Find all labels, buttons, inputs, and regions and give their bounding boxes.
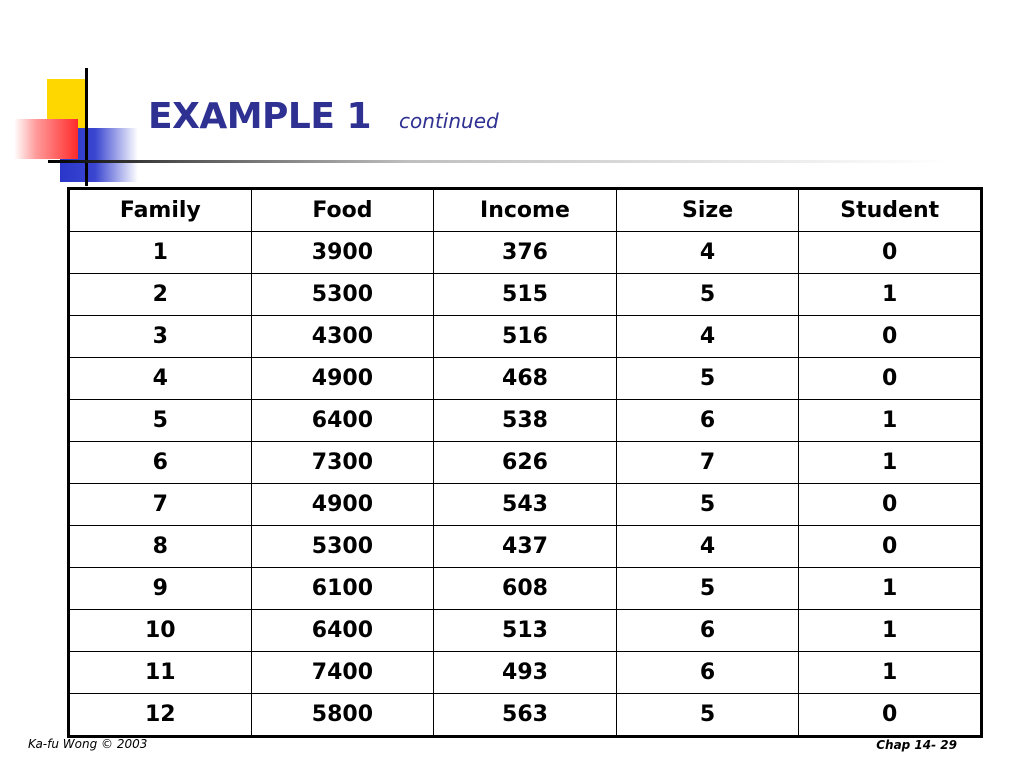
table-cell-food: 7300 — [251, 442, 434, 484]
table-cell-food: 3900 — [251, 232, 434, 274]
table-cell-income: 493 — [434, 652, 617, 694]
table-cell-size: 5 — [616, 568, 799, 610]
table-cell-food: 4300 — [251, 316, 434, 358]
table-cell-food: 6400 — [251, 610, 434, 652]
table-cell-food: 7400 — [251, 652, 434, 694]
table-cell-income: 538 — [434, 400, 617, 442]
table-cell-food: 6400 — [251, 400, 434, 442]
table-cell-student: 0 — [799, 526, 982, 568]
table-cell-student: 0 — [799, 232, 982, 274]
page-title: EXAMPLE 1 — [148, 96, 372, 137]
table-cell-food: 5300 — [251, 274, 434, 316]
table-row — [69, 442, 982, 484]
table-cell-family: 3 — [69, 316, 252, 358]
page-subtitle: continued — [399, 109, 499, 133]
table-cell-size: 5 — [616, 694, 799, 737]
table-cell-size: 4 — [616, 526, 799, 568]
table-cell-family: 8 — [69, 526, 252, 568]
table-cell-family: 10 — [69, 610, 252, 652]
table-cell-size: 5 — [616, 358, 799, 400]
footer-page-number: Chap 14- 29 — [876, 738, 957, 752]
table-row — [69, 610, 982, 652]
table-row — [69, 400, 982, 442]
table-cell-income: 468 — [434, 358, 617, 400]
table-cell-family: 11 — [69, 652, 252, 694]
table-row — [69, 358, 982, 400]
footer-author: Ka-fu Wong © 2003 — [28, 737, 148, 751]
table-cell-family: 5 — [69, 400, 252, 442]
table-cell-income: 563 — [434, 694, 617, 737]
table-cell-student: 0 — [799, 358, 982, 400]
table-row — [69, 652, 982, 694]
table-cell-student: 1 — [799, 610, 982, 652]
table-cell-family: 2 — [69, 274, 252, 316]
table-cell-income: 437 — [434, 526, 617, 568]
title-underline — [48, 160, 948, 163]
logo-red-square — [14, 119, 78, 159]
table-cell-size: 4 — [616, 316, 799, 358]
table-cell-size: 6 — [616, 400, 799, 442]
table-cell-student: 1 — [799, 652, 982, 694]
title-row — [148, 96, 499, 137]
table-cell-student: 0 — [799, 694, 982, 737]
column-header-family: Family — [69, 189, 252, 232]
table-cell-size: 6 — [616, 610, 799, 652]
table-row — [69, 568, 982, 610]
table-cell-income: 626 — [434, 442, 617, 484]
table-cell-income: 516 — [434, 316, 617, 358]
column-header-size: Size — [616, 189, 799, 232]
table-row — [69, 316, 982, 358]
table-row — [69, 484, 982, 526]
table-cell-student: 0 — [799, 484, 982, 526]
table-cell-student: 0 — [799, 316, 982, 358]
table-cell-family: 12 — [69, 694, 252, 737]
table-cell-food: 5800 — [251, 694, 434, 737]
table-cell-income: 515 — [434, 274, 617, 316]
table-cell-family: 4 — [69, 358, 252, 400]
table-cell-income: 376 — [434, 232, 617, 274]
data-table — [67, 187, 983, 738]
table-cell-food: 6100 — [251, 568, 434, 610]
column-header-food: Food — [251, 189, 434, 232]
table-row — [69, 274, 982, 316]
column-header-student: Student — [799, 189, 982, 232]
logo-vertical-line — [85, 68, 88, 186]
table-cell-income: 513 — [434, 610, 617, 652]
table-cell-income: 543 — [434, 484, 617, 526]
table-cell-income: 608 — [434, 568, 617, 610]
table-cell-size: 7 — [616, 442, 799, 484]
column-header-income: Income — [434, 189, 617, 232]
table-row — [69, 694, 982, 737]
table-cell-family: 1 — [69, 232, 252, 274]
table-cell-food: 4900 — [251, 484, 434, 526]
table-cell-student: 1 — [799, 568, 982, 610]
table-cell-size: 4 — [616, 232, 799, 274]
table-cell-size: 5 — [616, 484, 799, 526]
table-cell-size: 5 — [616, 274, 799, 316]
table-cell-student: 1 — [799, 274, 982, 316]
table-header-row — [69, 189, 982, 232]
table-row — [69, 526, 982, 568]
table-body — [69, 232, 982, 737]
table-cell-food: 4900 — [251, 358, 434, 400]
table-cell-family: 6 — [69, 442, 252, 484]
table-cell-food: 5300 — [251, 526, 434, 568]
table-cell-size: 6 — [616, 652, 799, 694]
table-cell-student: 1 — [799, 442, 982, 484]
table-cell-student: 1 — [799, 400, 982, 442]
table-row — [69, 232, 982, 274]
table-cell-family: 9 — [69, 568, 252, 610]
table-cell-family: 7 — [69, 484, 252, 526]
